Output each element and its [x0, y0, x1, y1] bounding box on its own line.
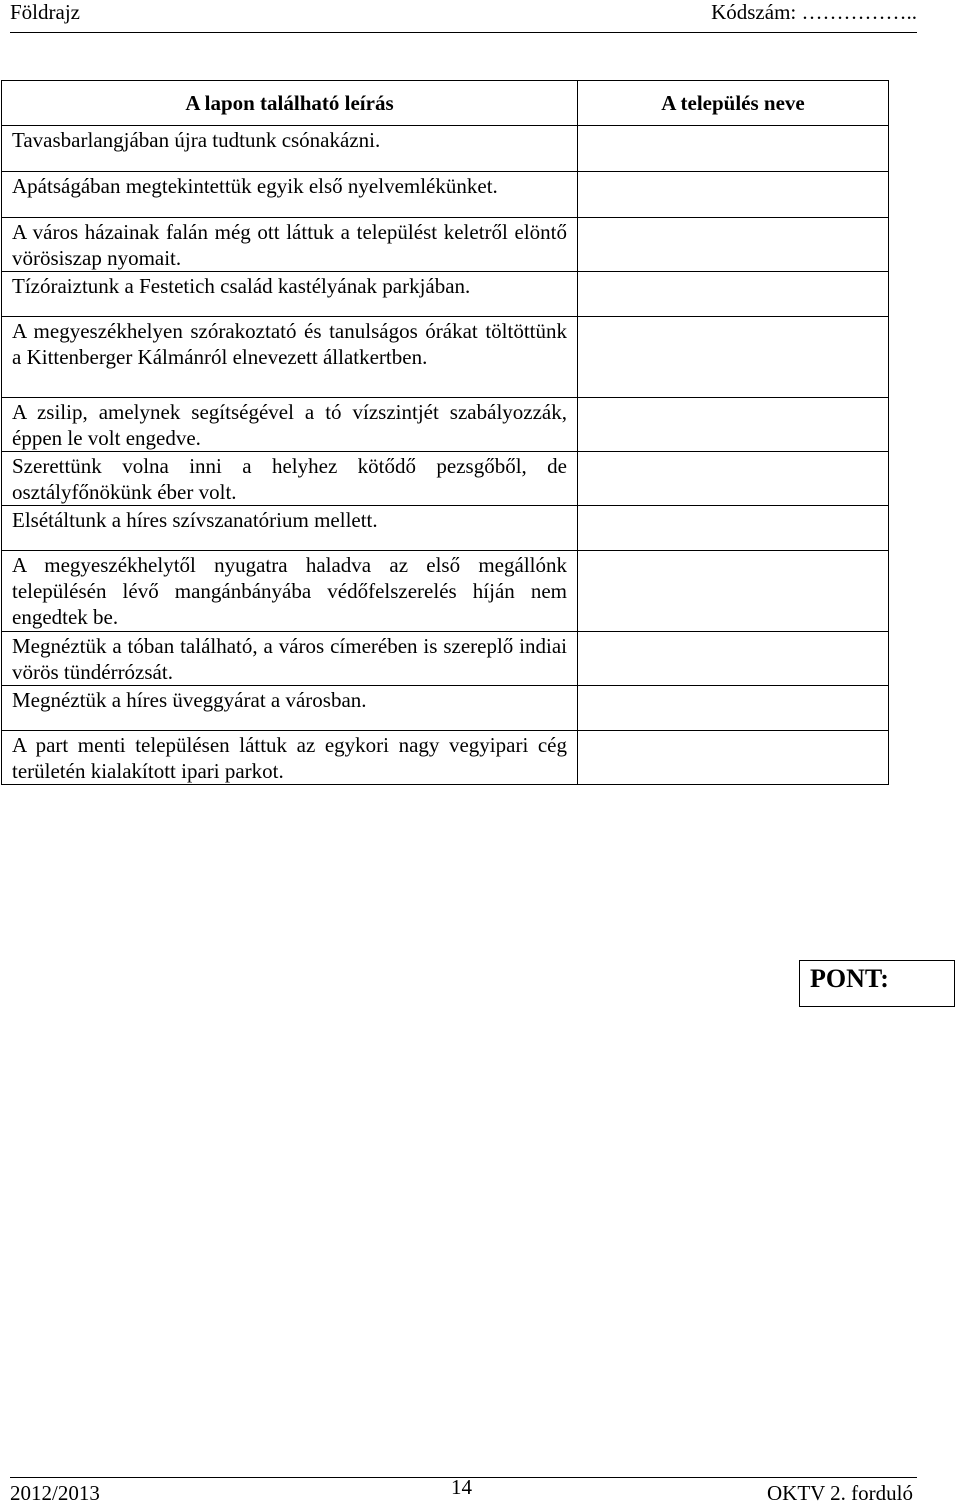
description-cell [2, 272, 578, 317]
subject-label: Földrajz [10, 0, 80, 24]
table-row [2, 218, 889, 272]
table-row [2, 172, 889, 218]
description-cell [2, 506, 578, 551]
description-text: A megyeszékhelytől nyugatra haladva az első megállónk településén lévő mangánbányába védőfelszerelés híján nem engedtek be. [12, 553, 567, 629]
page-header [10, 0, 917, 33]
settlement-answer-cell[interactable] [578, 731, 889, 785]
description-text: Apátságában megtekintettük egyik első nyelvemlékünket. [12, 174, 498, 198]
description-cell [2, 317, 578, 398]
description-text: A zsilip, amelynek segítségével a tó vízszintjét szabályozzák, éppen le volt engedve. [12, 400, 567, 450]
settlement-answer-cell[interactable] [578, 632, 889, 686]
description-cell [2, 172, 578, 218]
settlement-answer-cell[interactable] [578, 551, 889, 632]
settlement-answer-cell[interactable] [578, 172, 889, 218]
table-header-row [2, 81, 889, 126]
table-row [2, 272, 889, 317]
description-cell [2, 632, 578, 686]
settlement-answer-cell[interactable] [578, 452, 889, 506]
settlement-answer-cell[interactable] [578, 317, 889, 398]
settlement-answer-cell[interactable] [578, 218, 889, 272]
score-label: PONT: [810, 964, 889, 993]
description-text: Tízóraiztunk a Festetich család kastélyának parkjában. [12, 274, 471, 298]
code-label: Kódszám: …………….. [711, 0, 917, 24]
description-text: Szerettünk volna inni a helyhez kötődő pezsgőből, de osztályfőnökünk éber volt. [12, 454, 567, 504]
description-cell [2, 452, 578, 506]
column-header-description: A lapon található leírás [2, 81, 578, 126]
table-row [2, 452, 889, 506]
page-footer [10, 1477, 917, 1504]
competition-round: OKTV 2. forduló [766, 1481, 913, 1505]
column-header-settlement: A település neve [578, 81, 889, 126]
table-row [2, 551, 889, 632]
table-row [2, 686, 889, 731]
description-cell [2, 126, 578, 172]
table-row [2, 506, 889, 551]
table-row [2, 398, 889, 452]
table-row [2, 632, 889, 686]
settlement-table [1, 80, 889, 785]
settlement-answer-cell[interactable] [578, 398, 889, 452]
description-cell [2, 731, 578, 785]
description-text: A város házainak falán még ott láttuk a települést keletről elöntő vörösiszap nyomait. [12, 220, 567, 270]
table-row [2, 731, 889, 785]
score-box[interactable] [799, 960, 955, 1007]
description-text: A megyeszékhelyen szórakoztató és tanulságos órákat töltöttünk a Kittenberger Kálmánról elnevezett állatkertben. [12, 319, 567, 369]
description-cell [2, 218, 578, 272]
description-text: A part menti településen láttuk az egykori nagy vegyipari cég területén kialakított ipari parkot. [12, 733, 567, 783]
description-cell [2, 686, 578, 731]
description-text: Megnéztük a híres üveggyárat a városban. [12, 688, 367, 712]
settlement-answer-cell[interactable] [578, 506, 889, 551]
settlement-answer-cell[interactable] [578, 272, 889, 317]
school-year: 2012/2013 [10, 1481, 100, 1505]
description-text: Megnéztük a tóban található, a város címerében is szereplő indiai vörös tündérrózsát. [12, 634, 567, 684]
table-row [2, 317, 889, 398]
description-text: Elsétáltunk a híres szívszanatórium mellett. [12, 508, 378, 532]
page-number: 14 [451, 1475, 472, 1499]
settlement-answer-cell[interactable] [578, 686, 889, 731]
description-text: Tavasbarlangjában újra tudtunk csónakázni. [12, 128, 381, 152]
description-cell [2, 398, 578, 452]
description-cell [2, 551, 578, 632]
table-row [2, 126, 889, 172]
settlement-answer-cell[interactable] [578, 126, 889, 172]
